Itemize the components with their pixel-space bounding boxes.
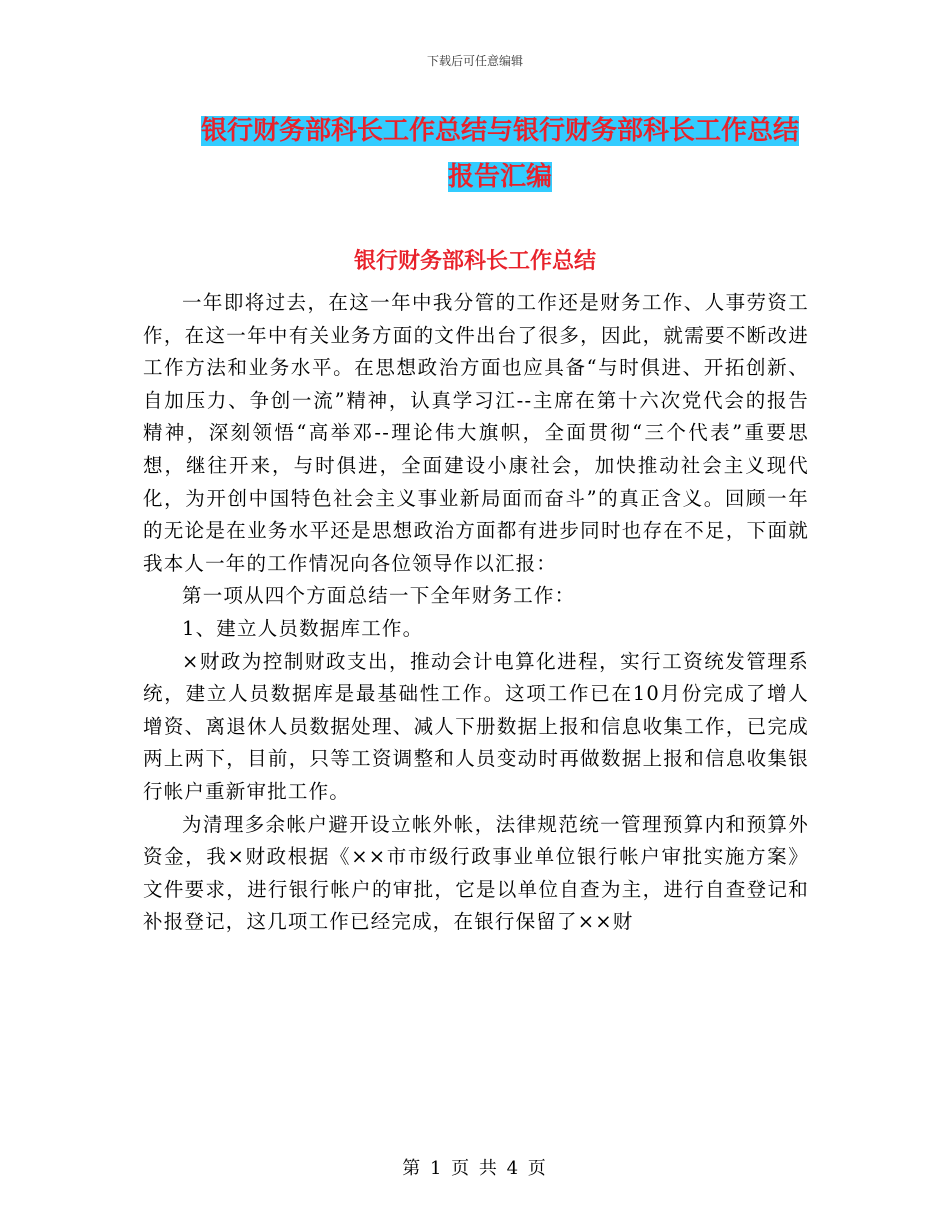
page-footer: 第 1 页 共 4 页 xyxy=(402,1158,548,1179)
document-title-line-1: 银行财务部科长工作总结与银行财务部科长工作总结 xyxy=(200,116,799,146)
paragraph: ×财政为控制财政支出，推动会计电算化进程，实行工资统发管理系统，建立人员数据库是最基础性工作。这项工作已在10月份完成了增人增资、离退休人员数据处理、减人下册数据上报和信息收集工作，已完成两上两下，目前，只等工资调整和人员变动时再做数据上报和信息收集银行帐户重新审批工作。 xyxy=(143,649,809,803)
document-title xyxy=(140,108,860,200)
paragraph: 第一项从四个方面总结一下全年财务工作： xyxy=(182,584,576,608)
paragraph: 1、建立人员数据库工作。 xyxy=(182,616,424,640)
section-title: 银行财务部科长工作总结 xyxy=(353,248,596,274)
document-title-line-2: 报告汇编 xyxy=(447,162,552,192)
paragraph: 为清理多余帐户避开设立帐外帐，法律规范统一管理预算内和预算外资金，我×财政根据《××市市级行政事业单位银行帐户审批实施方案》文件要求，进行银行帐户的审批，它是以单位自查为主，进行自查登记和补报登记，这几项工作已经完成，在银行保留了××财 xyxy=(143,812,809,934)
header-note: 下载后可任意编辑 xyxy=(426,54,523,68)
paragraph: 一年即将过去，在这一年中我分管的工作还是财务工作、人事劳资工作，在这一年中有关业务方面的文件出台了很多，因此，就需要不断改进工作方法和业务水平。在思想政治方面也应具备“与时俱进、开拓创新、自加压力、争创一流”精神，认真学习江--主席在第十六次党代会的报告精神，深刻领悟“高举邓--理论伟大旗帜，全面贯彻“三个代表”重要思想，继往开来，与时俱进，全面建设小康社会，加快推动社会主义现代化，为开创中国特色社会主义事业新局面而奋斗”的真正含义。回顾一年的无论是在业务水平还是思想政治方面都有进步同时也存在不足，下面就我本人一年的工作情况向各位领导作以汇报： xyxy=(143,291,809,575)
document-body xyxy=(143,287,809,939)
